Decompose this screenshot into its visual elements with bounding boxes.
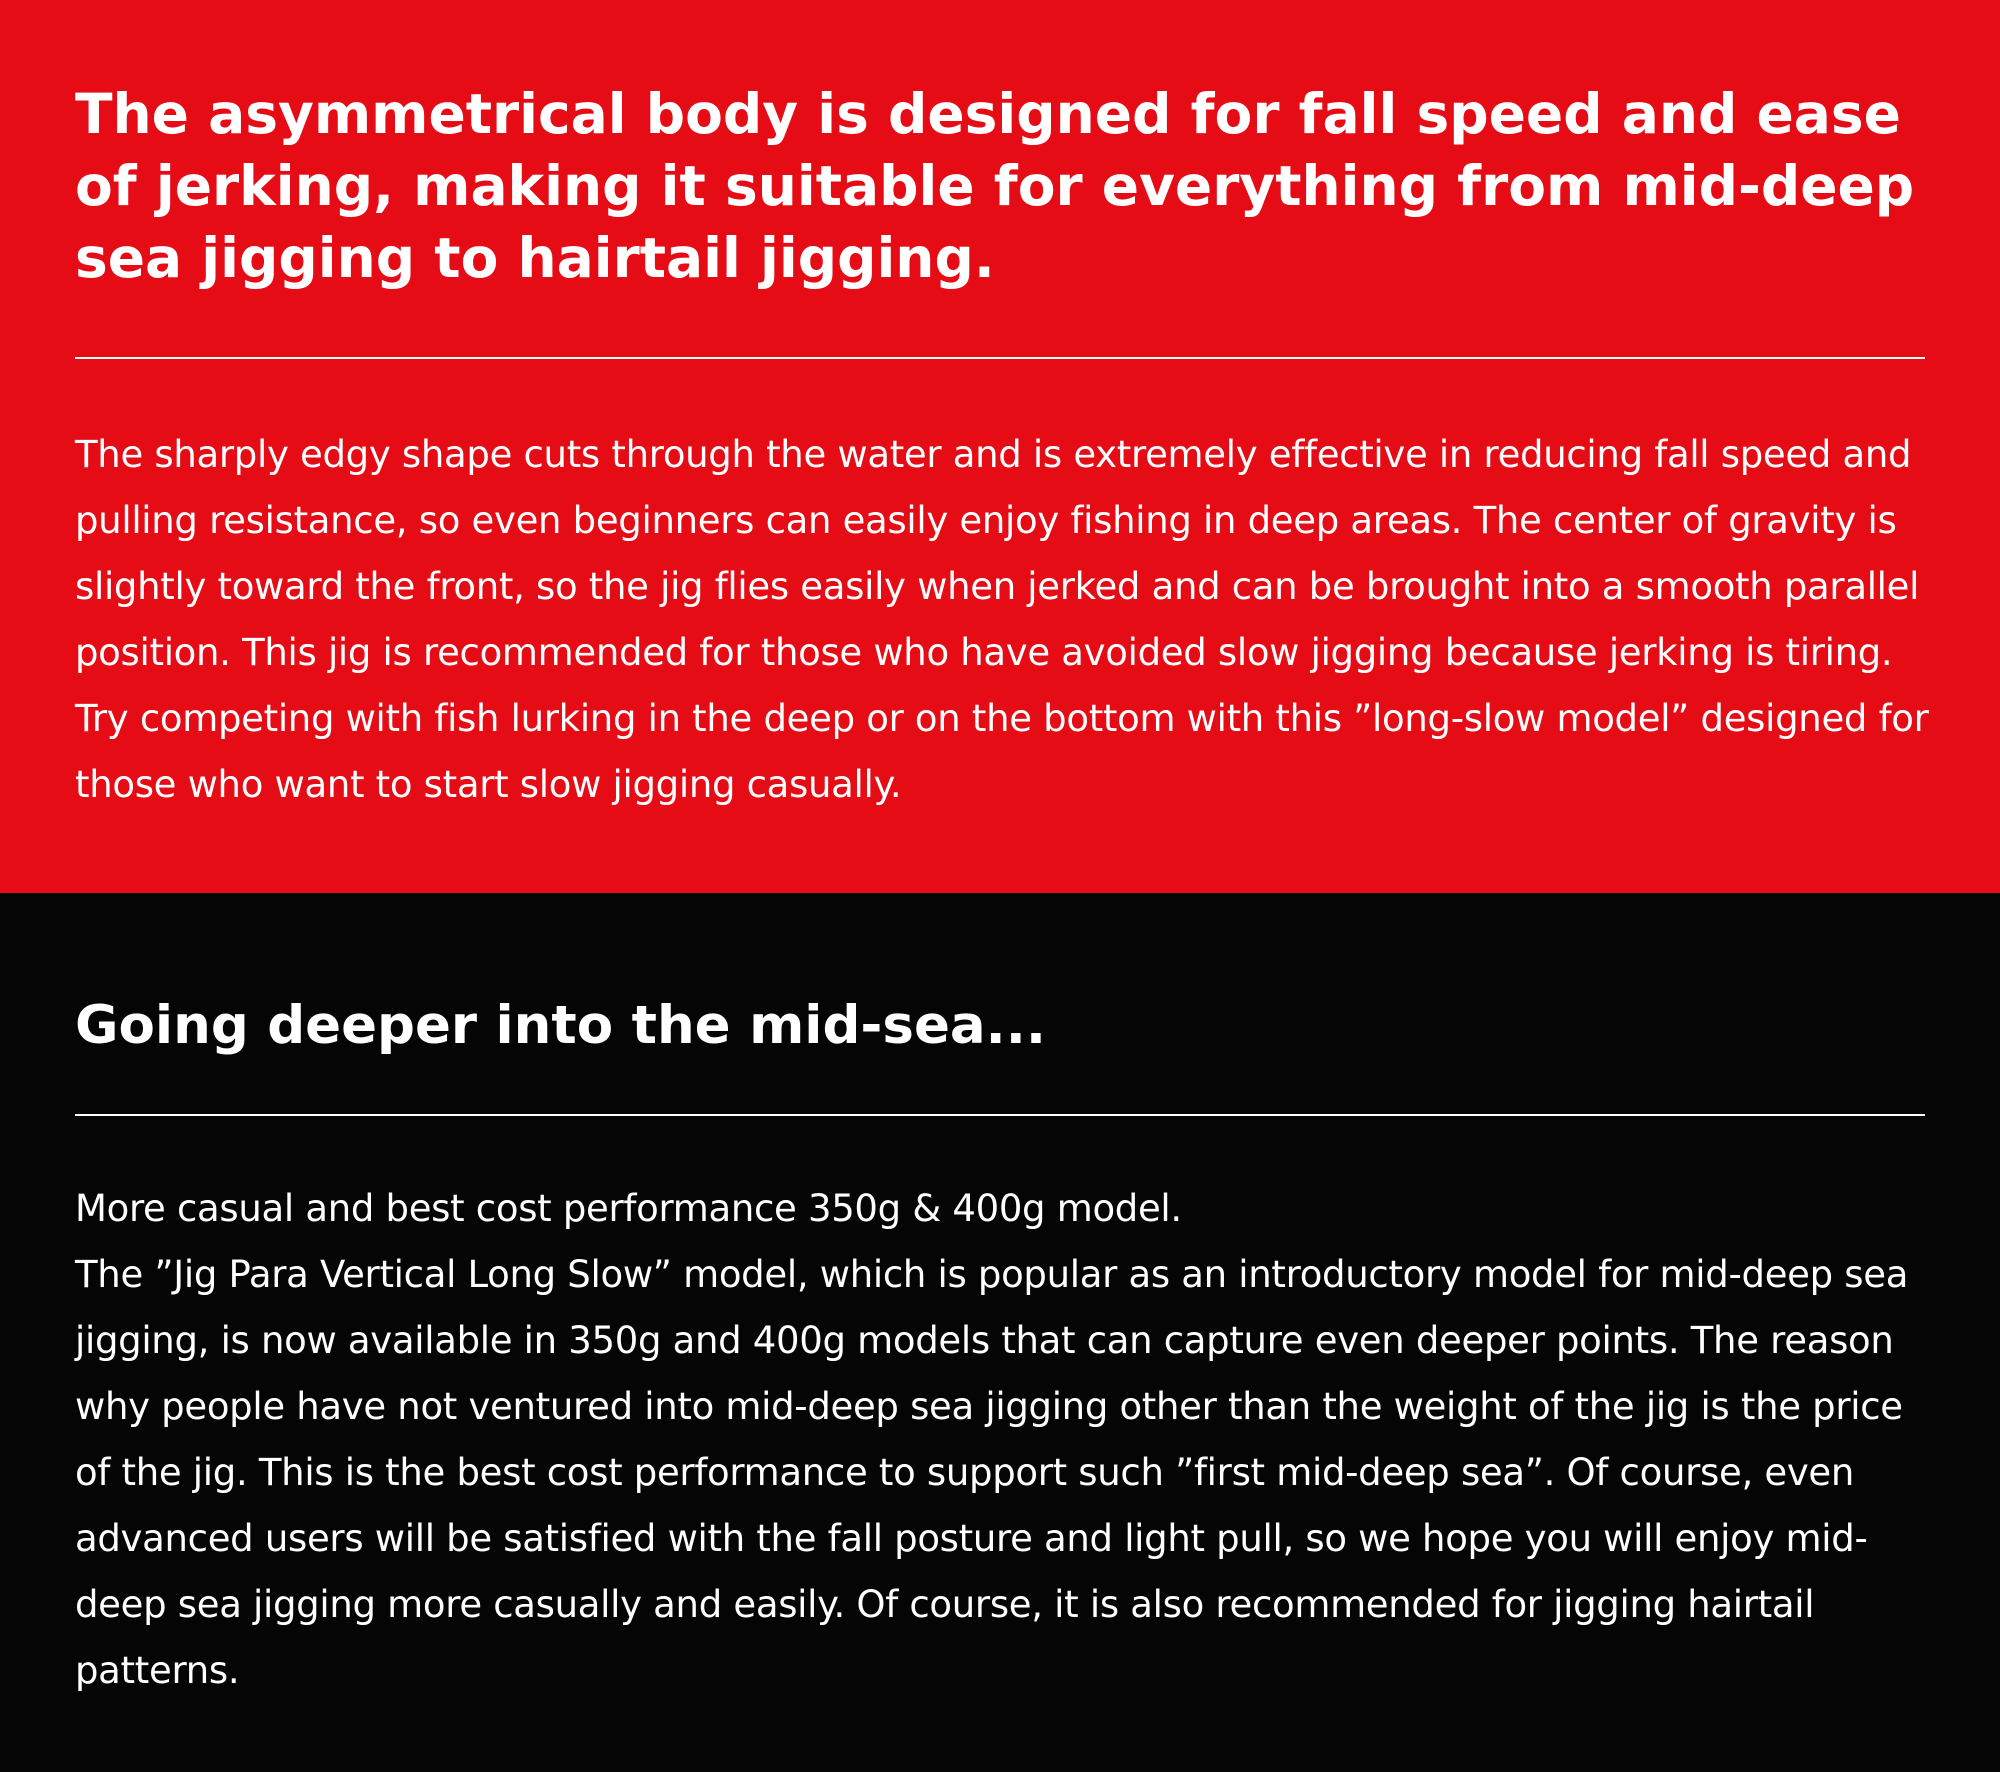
feature-headline: The asymmetrical body is designed for fall speed and ease of jerking, making it suitable for everything from mid-deep sea jigging to hairtail jigging. (75, 82, 1915, 290)
feature-description: The sharply edgy shape cuts through the water and is extremely effective in reducing fall speed and pulling resistance, so even beginners can easily enjoy fishing in deep areas. The center of gravity is slightly toward the front, so the jig flies easily when jerked and can be brought into a smooth parallel position. This jig is recommended for those who have avoided slow jigging because jerking is tiring. Try competing with fish lurking in the deep or on the bottom with this ”long-slow model” designed for those who want to start slow jigging casually. (75, 433, 1929, 806)
detail-section-black (0, 893, 2000, 1772)
detail-divider (75, 1114, 1925, 1116)
detail-body: The ”Jig Para Vertical Long Slow” model, which is popular as an introductory model for mid-deep sea jigging, is now available in 350g and 400g models that can capture even deeper points. The reason why people have not ventured into mid-deep sea jigging other than the weight of the jig is the price of the jig. This is the best cost performance to support such ”first mid-deep sea”. Of course, even advanced users will be satisfied with the fall posture and light pull, so we hope you will enjoy mid-deep sea jigging more casually and easily. Of course, it is also recommended for jigging hairtail patterns. (75, 1253, 1909, 1692)
detail-headline: Going deeper into the mid-sea... (75, 995, 1047, 1056)
feature-divider (75, 357, 1925, 359)
detail-section-inner (75, 991, 1925, 1704)
detail-intro: More casual and best cost performance 350g & 400g model. (75, 1187, 1182, 1230)
detail-description (75, 1176, 1935, 1704)
